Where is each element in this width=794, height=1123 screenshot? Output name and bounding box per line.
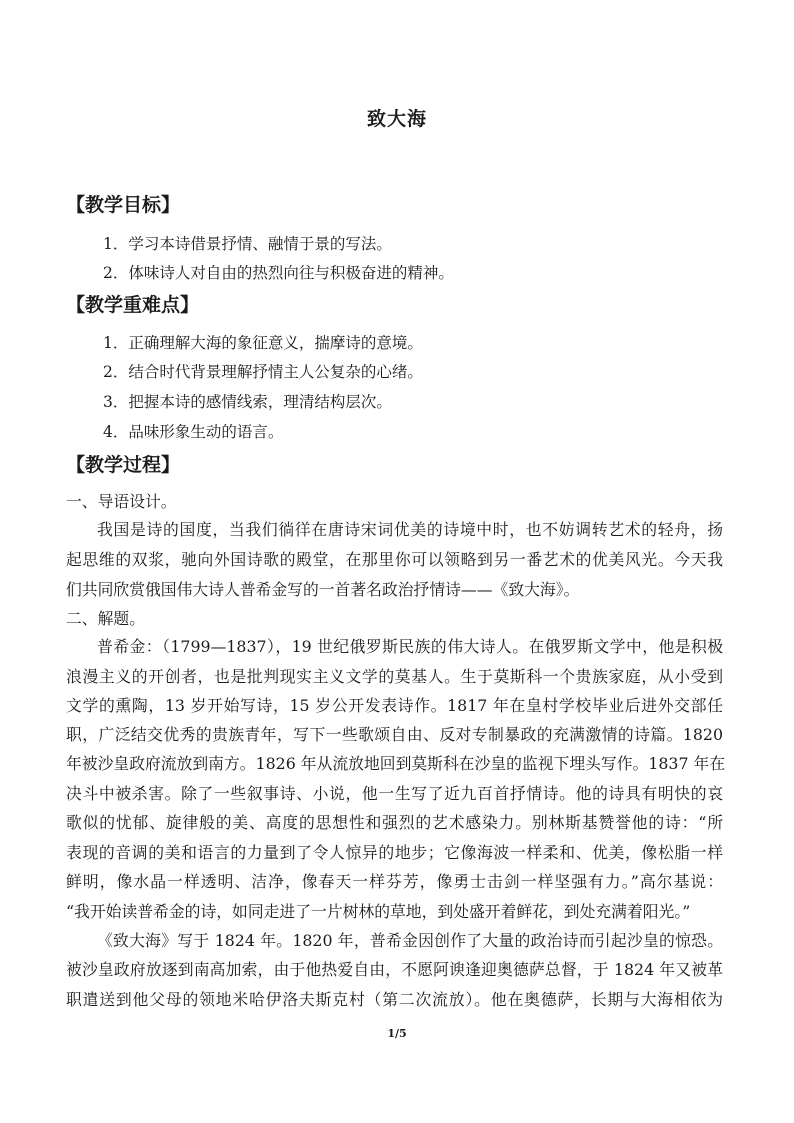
page-number: 1/5 [387, 1027, 407, 1040]
subsection-heading-intro: 一、导语设计。 [66, 492, 177, 511]
paragraph-line: 浪漫主义的开创者，也是批判现实主义文学的莫基人。生于莫斯科一个贵族家庭，从小受到 [66, 667, 723, 686]
section-heading-goals: 【教学目标】 [66, 194, 181, 216]
paragraph-line: 年被沙皇政府流放到南方。1826 年从流放地回到莫斯科在沙皇的监视下埋头写作。1837 年在 [66, 754, 726, 773]
paragraph-line: 普希金：（1799—1837），19 世纪俄罗斯民族的伟大诗人。在俄罗斯文学中，他是积极 [97, 637, 723, 656]
keypoint-item: 3．把握本诗的感情线索，理清结构层次。 [103, 393, 392, 411]
paragraph-line: 职，广泛结交优秀的贵族青年，写下一些歌颂自由、反对专制暴政的充满激情的诗篇。1820 [66, 725, 723, 744]
goal-item: 2．体味诗人对自由的热烈向往与积极奋进的精神。 [103, 264, 454, 282]
paragraph-line: 歌似的忧郁、旋律般的美、高度的思想性和强烈的艺术感染力。别林斯基赞誉他的诗：“所 [66, 813, 723, 832]
paragraph-line: 决斗中被杀害。除了一些叙事诗、小说，他一生写了近九百首抒情诗。他的诗具有明快的哀 [66, 784, 723, 803]
paragraph-line: 鲜明，像水晶一样透明、洁净，像春天一样芬芳，像勇士击剑一样坚强有力。”高尔基说： [66, 872, 723, 891]
paragraph-line: 《致大海》写于 1824 年。1820 年，普希金因创作了大量的政治诗而引起沙皇的惊恐。 [97, 931, 723, 950]
subsection-heading-title-explanation: 二、解题。 [66, 609, 145, 628]
keypoint-item: 1．正确理解大海的象征意义，揣摩诗的意境。 [103, 334, 423, 352]
keypoint-item: 4．品味形象生动的语言。 [103, 423, 284, 441]
keypoint-item: 2．结合时代背景理解抒情主人公复杂的心绪。 [103, 363, 423, 381]
paragraph-line: 表现的音调的美和语言的力量到了令人惊异的地步；它像海波一样柔和、优美，像松脂一样 [66, 843, 723, 862]
paragraph-line: “我开始读普希金的诗，如同走进了一片树林的草地，到处盛开着鲜花，到处充满着阳光。” [66, 902, 691, 921]
document-title: 致大海 [366, 108, 427, 130]
section-heading-keypoints: 【教学重难点】 [66, 294, 200, 316]
paragraph-line: 被沙皇政府放逐到南高加索，由于他热爱自由，不愿阿谀逢迎奥德萨总督，于 1824 年又被革 [66, 960, 723, 979]
paragraph-line: 起思维的双浆，驰向外国诗歌的殿堂，在那里你可以领略到另一番艺术的优美风光。今天我 [66, 550, 723, 569]
paragraph-line: 职遣送到他父母的领地米哈伊洛夫斯克村（第二次流放）。他在奥德萨，长期与大海相依为 [66, 990, 723, 1009]
paragraph-line: 们共同欣赏俄国伟大诗人普希金写的一首著名政治抒情诗——《致大海》。 [66, 580, 580, 599]
paragraph-line: 文学的熏陶，13 岁开始写诗，15 岁公开发表诗作。1817 年在皇村学校毕业后进外交部任 [66, 696, 723, 715]
paragraph-line: 我国是诗的国度，当我们徜徉在唐诗宋词优美的诗境中时，也不妨调转艺术的轻舟，扬 [97, 520, 723, 539]
section-heading-process: 【教学过程】 [66, 454, 181, 476]
goal-item: 1．学习本诗借景抒情、融情于景的写法。 [103, 235, 392, 253]
